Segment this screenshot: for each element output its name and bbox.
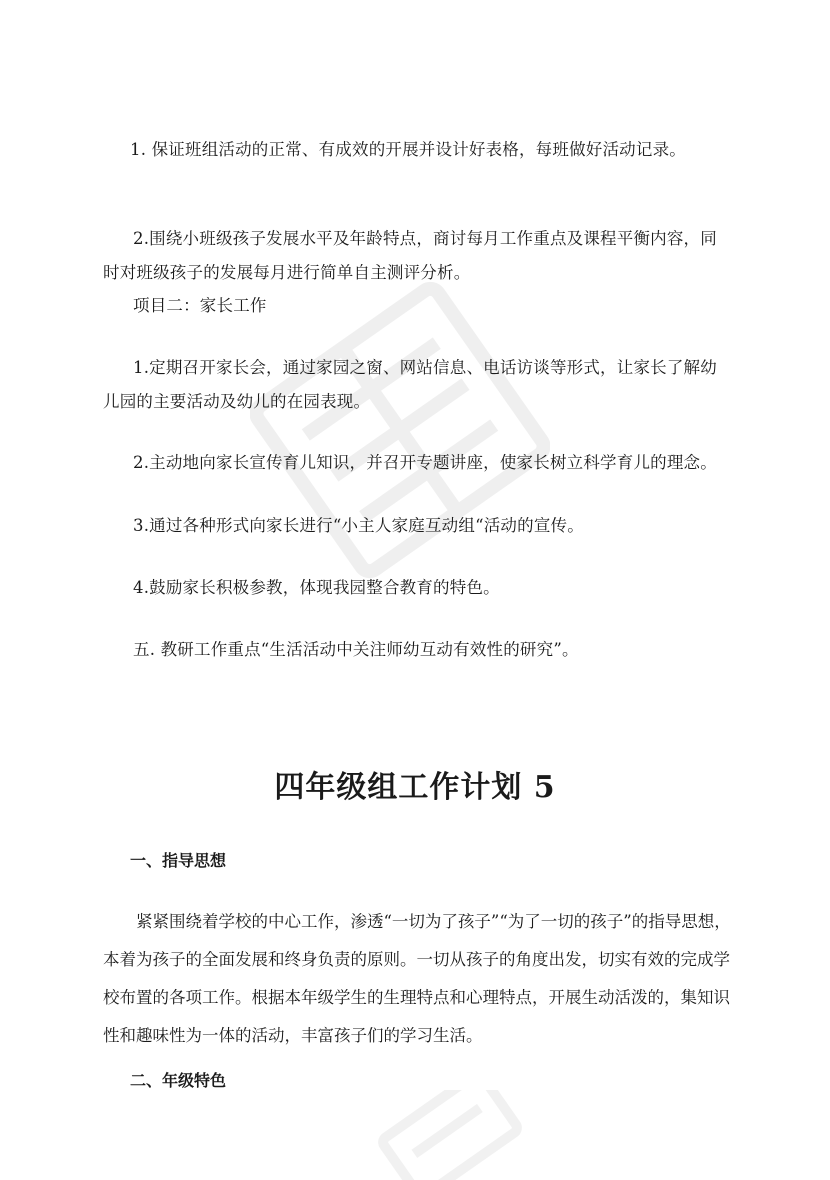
paragraph-parent-meetings: 1.定期召开家长会，通过家园之窗、网站信息、电话访谈等形式，让家长了解幼儿园的主要活动及幼儿的在园表现。 bbox=[103, 358, 717, 411]
section-title: 四年级组工作计划 5 bbox=[274, 770, 556, 805]
paragraph-parenting-knowledge: 2.主动地向家长宣传育儿知识，并召开专题讲座，使家长树立科学育儿的理念。 bbox=[133, 453, 717, 472]
heading-guiding-thought: 一、指导思想 bbox=[130, 851, 227, 870]
paragraph-activity-records: 1. 保证班组活动的正常、有成效的开展并设计好表格，每班做好活动记录。 bbox=[130, 140, 686, 159]
watermark-graphic-bottom bbox=[360, 1090, 540, 1180]
paragraph-parent-participation: 4.鼓励家长积极参教，体现我园整合教育的特色。 bbox=[133, 578, 500, 597]
paragraph-home-interaction: 3.通过各种形式向家长进行“小主人家庭互动组“活动的宣传。 bbox=[133, 516, 584, 535]
paragraph-project-two-heading: 项目二：家长工作 bbox=[133, 296, 267, 315]
paragraph-guiding-thought-body: 紧紧围绕着学校的中心工作，渗透“一切为了孩子”“为了一切的孩子”的指导思想，本着为孩子的全面发展和终身负责的原则。一切从孩子的角度出发，切实有效的完成学校布置的各项工作。根据本年级学生的生理特点和心理特点，开展生动活泼的，集知识性和趣味性为一体的活动，丰富孩子们的学习生活。 bbox=[103, 912, 731, 1045]
paragraph-monthly-analysis: 2.围绕小班级孩子发展水平及年龄特点，商讨每月工作重点及课程平衡内容，同时对班级孩子的发展每月进行简单自主测评分析。 bbox=[103, 229, 717, 282]
paragraph-research-focus: 五. 教研工作重点“生活活动中关注师幼互动有效性的研究”。 bbox=[133, 640, 579, 659]
heading-grade-features: 二、年级特色 bbox=[130, 1071, 227, 1090]
